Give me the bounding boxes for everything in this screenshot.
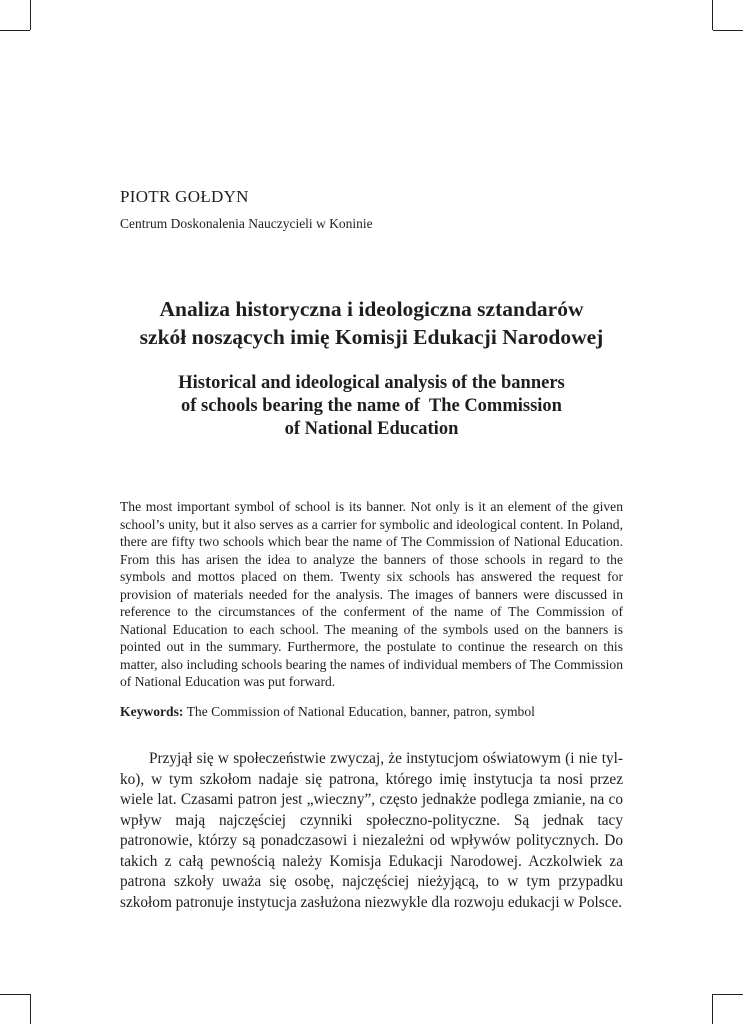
crop-mark-bottom-right-horizontal (713, 994, 743, 995)
title-english-line: of National Education (284, 419, 459, 439)
keywords-label: Keywords: (120, 704, 184, 719)
crop-mark-bottom-left-horizontal (0, 994, 30, 995)
title-polish (80, 295, 663, 351)
author-affiliation: Centrum Doskonalenia Nauczycieli w Koninie (120, 216, 373, 231)
crop-mark-top-right-vertical (712, 0, 713, 30)
title-english-line: Historical and ideological analysis of the banners (178, 373, 565, 393)
crop-mark-top-right-horizontal (713, 30, 743, 31)
title-polish-line: szkół noszących imię Komisji Edukacji Narodowej (139, 325, 604, 349)
crop-mark-top-left-horizontal (0, 30, 30, 31)
body-paragraph: Przyjął się w społeczeństwie zwyczaj, że instytucjom oświatowym (i nie tylko), w tym szkołom nadaje się patrona, którego imię instytucja ta nosi przez wiele lat. Czasami patron jest „wieczny”, często jednakże podlega zmianie, na co wpływ mają najczęściej czynniki społeczno-polityczne. Są jednak tacy patronowie, którzy są ponadczasowi i niezależni od wpływów politycznych. Do takich z całą pewnością należy Komisja Edukacji Narodowej. Aczkolwiek za patrona szkoły uważa się osobę, najczęściej nieżyjącą, to w tym przypadku szkołom patronuje instytucja zasłużona niezwykle dla rozwoju edukacji w Polsce. (120, 750, 623, 911)
title-polish-line: Analiza historyczna i ideologiczna sztandarów (159, 297, 584, 321)
keywords (120, 703, 623, 721)
title-english-line: of schools bearing the name of The Commission (181, 396, 562, 416)
crop-mark-bottom-right-vertical (712, 994, 713, 1024)
abstract: The most important symbol of school is its banner. Not only is it an element of the given school’s unity, but it also serves as a carrier for symbolic and ideological content. In Poland, there are fifty two schools which bear the name of The Commission of National Education. From this has arisen the idea to analyze the banners of those schools in regard to the symbols and mottos placed on them. Twenty six schools has answered the request for provision of materials needed for the analysis. The images of banners were discussed in reference to the circumstances of the conferment of the name of The Commission of National Education to each school. The meaning of the symbols used on the banners is pointed out in the summary. Furthermore, the postulate to continue the research on this matter, also including schools bearing the names of individual members of The Commission of National Education was put forward. (120, 499, 623, 689)
keywords-text: The Commission of National Education, banner, patron, symbol (183, 704, 535, 719)
title-english (80, 372, 663, 441)
crop-mark-bottom-left-vertical (30, 994, 31, 1024)
crop-mark-top-left-vertical (30, 0, 31, 30)
author-name: PIOTR GOŁDYN (120, 187, 249, 206)
